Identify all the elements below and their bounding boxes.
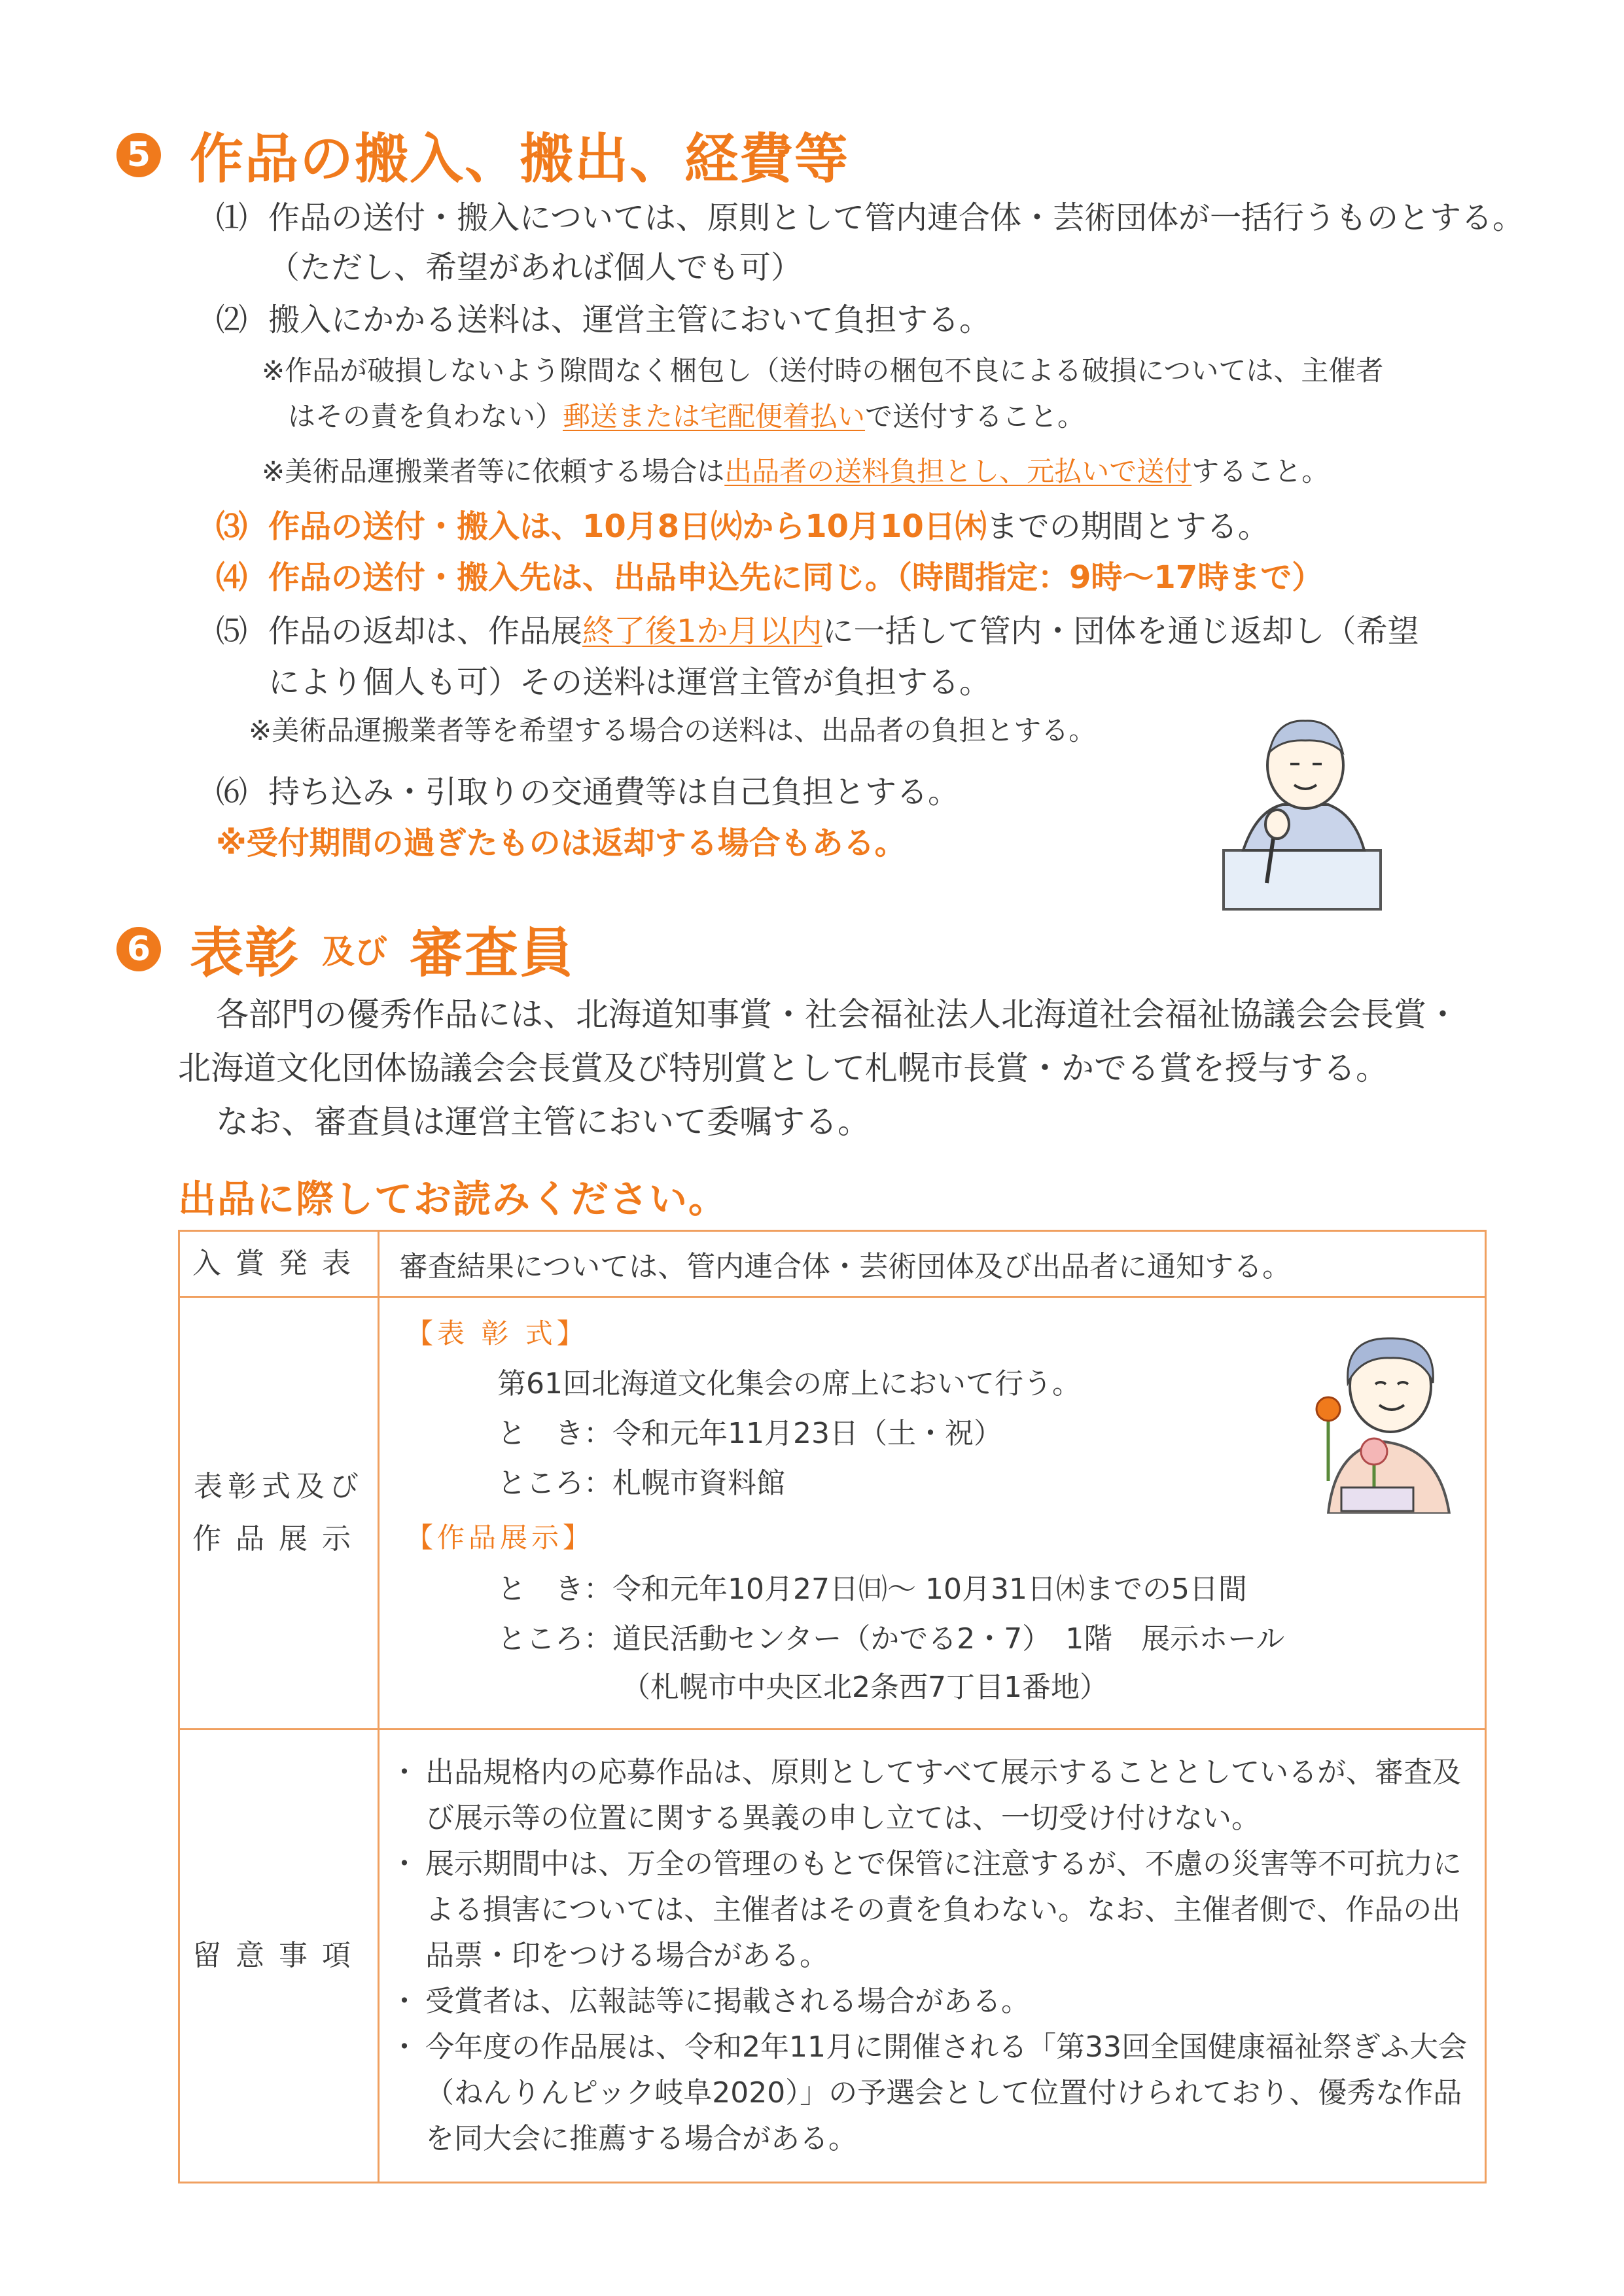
section-number-badge: 6: [116, 927, 161, 971]
award-paragraph-line-3: なお、審査員は運営主管において委嘱する。: [216, 1103, 870, 1141]
exhibition-address: （札幌市中央区北2条西7丁目1番地）: [622, 1671, 1108, 1704]
value-award-announcement: 審査結果については、管内連合体・芸術団体及び出品者に通知する。: [399, 1250, 1292, 1283]
info-table: [178, 1230, 1487, 2183]
section-title: 作品の搬入、搬出、経費等: [190, 128, 850, 190]
label-ceremony-exhibition: 表彰式及び 作品展示: [179, 1297, 379, 1730]
section-title-b: 審査員: [410, 922, 575, 984]
exhibition-heading: 【作品展示】: [406, 1522, 595, 1554]
label-award-announcement: 入賞発表: [179, 1231, 379, 1297]
ceremony-line: 第61回北海道文化集会の席上において行う。: [497, 1367, 1081, 1400]
item-3: ⑶ 作品の送付・搬入は、10月8日㈫から10月10日㈭までの期間とする。: [216, 508, 1269, 545]
table-row: [179, 1231, 1486, 1297]
list-item: ・ 今年度の作品展は、令和2年11月に開催される「第33回全国健康福祉祭ぎふ大会（ねんりんピック岐阜2020）」の予選会として位置付けられており、優秀な作品を同大会に推薦する場合がある。: [406, 2025, 1472, 2162]
award-paragraph-line-1: 各部門の優秀作品には、北海道知事賞・社会福祉法人北海道社会福祉協議会会長賞・: [216, 996, 1459, 1034]
note-2: ※美術品運搬業者等に依頼する場合は出品者の送料負担とし、元払いで送付すること。: [262, 455, 1330, 487]
section-5-heading: [116, 116, 849, 193]
warning-note: ※受付期間の過ぎたものは返却する場合もある。: [216, 825, 906, 861]
section-title-conjunction: 及び: [322, 932, 388, 971]
note-1-line-2: はその責を負わない）郵送または宅配便着払いで送付すること。: [288, 400, 1086, 432]
ceremony-date: と き：令和元年11月23日（土・祝）: [497, 1417, 1002, 1450]
item-4: ⑷ 作品の送付・搬入先は、出品申込先に同じ。（時間指定：9時～17時まで）: [216, 559, 1324, 596]
exhibition-place: ところ：道民活動センター（かでる2・7） 1階 展示ホール: [497, 1622, 1285, 1656]
exhibition-date: と き：令和元年10月27日㈰～ 10月31日㈭までの5日間: [497, 1573, 1247, 1606]
item-1-cont: （ただし、希望があれば個人でも可）: [268, 249, 803, 286]
section-title-a: 表彰: [190, 922, 300, 984]
table-row: [179, 1297, 1486, 1730]
section-6-heading: [116, 911, 574, 987]
item-6: ⑹ 持ち込み・引取りの交通費等は自己負担とする。: [216, 774, 960, 810]
item-2: ⑵ 搬入にかかる送料は、運営主管において負担する。: [216, 302, 991, 338]
ceremony-heading: 【表 彰 式】: [406, 1317, 588, 1349]
list-item: ・ 出品規格内の応募作品は、原則としてすべて展示することとしているが、審査及び展示等の位置に関する異義の申し立ては、一切受け付けない。: [406, 1750, 1472, 1841]
table-row: [179, 1730, 1486, 2183]
list-item: ・ 受賞者は、広報誌等に掲載される場合がある。: [406, 1979, 1472, 2025]
notes-list: [380, 1750, 1485, 2162]
note-1-line-1: ※作品が破損しないよう隙間なく梱包し（送付時の梱包不良による破損については、主催者: [262, 355, 1384, 387]
note-3: ※美術品運搬業者等を希望する場合の送料は、出品者の負担とする。: [249, 714, 1097, 746]
woman-flowers-illustration: [1302, 1324, 1466, 1514]
award-paragraph-line-2: 北海道文化団体協議会会長賞及び特別賞として札幌市長賞・かでる賞を授与する。: [178, 1049, 1388, 1087]
read-notice-heading: 出品に際してお読みください。: [178, 1177, 728, 1221]
item-1: ⑴ 作品の送付・搬入については、原則として管内連合体・芸術団体が一括行うものとする。: [216, 200, 1525, 236]
ceremony-place: ところ：札幌市資料館: [497, 1467, 785, 1500]
item-5-cont: により個人も可）その送料は運営主管が負担する。: [268, 664, 991, 701]
label-notes: 留意事項: [179, 1730, 379, 2183]
calligrapher-illustration: [1217, 700, 1387, 916]
section-number-badge: 5: [116, 133, 161, 177]
list-item: ・ 展示期間中は、万全の管理のもとで保管に注意するが、不慮の災害等不可抗力による損害については、主催者はその責を負わない。なお、主催者側で、作品の出品票・印をつける場合がある。: [406, 1841, 1472, 1979]
item-5: ⑸ 作品の返却は、作品展終了後1か月以内に一括して管内・団体を通じ返却し（希望: [216, 613, 1419, 650]
